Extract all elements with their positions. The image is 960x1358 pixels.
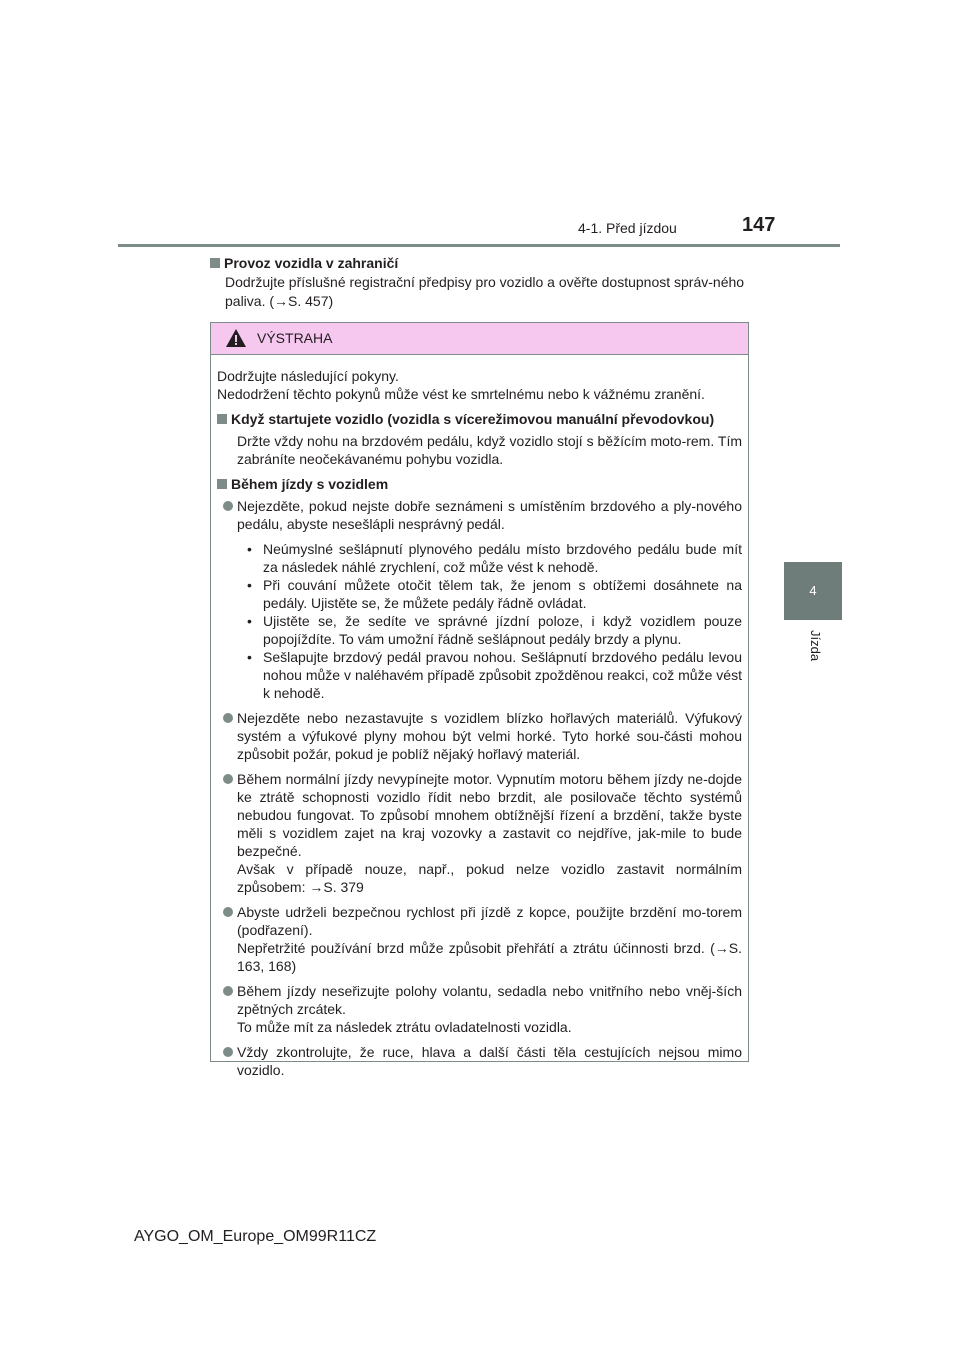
- list-item-text-extra: Avšak v případě nouze, např., pokud nelze vozidlo zastavit normálním způsobem: →S. 379: [237, 861, 742, 895]
- warning-intro-line: Dodržujte následující pokyny.: [217, 368, 399, 384]
- document-id-footer: AYGO_OM_Europe_OM99R11CZ: [134, 1228, 377, 1245]
- intro-heading: Provoz vozidla v zahraničí: [224, 255, 399, 271]
- warning-title: VÝSTRAHA: [257, 330, 333, 346]
- chapter-tab: 4: [784, 562, 842, 620]
- section-heading-text: Během jízdy s vozidlem: [231, 476, 389, 492]
- list-item: [217, 982, 742, 1036]
- section-heading: [217, 475, 742, 493]
- header-section-title: 4-1. Před jízdou: [578, 220, 677, 236]
- sub-list-item: • Ujistěte se, že sedíte ve správné jízdní poloze, i když vozidlem pouze popojíždíte. To vám umožní řádně sešlápnout pedály brzdy a plynu.: [247, 613, 742, 647]
- sub-list-item: • Neúmyslné sešlápnutí plynového pedálu místo brzdového pedálu bude mít za následek náhlé zrychlení, což může vést k nehodě.: [247, 541, 742, 575]
- intro-heading-row: [210, 254, 750, 273]
- section-heading-text: Když startujete vozidlo (vozidla s vícerežimovou manuální převodovkou): [231, 411, 715, 427]
- list-item-text: Nejezděte, pokud nejste dobře seznámeni s umístěním brzdového a ply-nového pedálu, abyste nesešlápli nesprávný pedál.: [237, 498, 742, 532]
- sub-list-item: • Sešlapujte brzdový pedál pravou nohou. Sešlápnutí brzdového pedálu levou nohou může v naléhavém případě způsobit zpožděnou reakci, což může vést k nehodě.: [247, 649, 742, 701]
- list-item-text: Vždy zkontrolujte, že ruce, hlava a další části těla cestujících nejsou mimo vozidlo.: [237, 1044, 742, 1078]
- sub-list-item-text: Ujistěte se, že sedíte ve správné jízdní poloze, i když vozidlem pouze popojíždíte. To vám umožní řádně sešlápnout pedály brzdy a plynu.: [263, 613, 742, 647]
- square-bullet-icon: [210, 258, 220, 268]
- round-bullet-icon: [223, 986, 233, 996]
- round-bullet-icon: [223, 713, 233, 723]
- sub-list-item: • Při couvání můžete otočit tělem tak, že jenom s obtížemi dosáhnete na pedály. Ujistěte se, že můžete pedály řádně ovládat.: [247, 577, 742, 611]
- list-item-text-group: [237, 982, 742, 1036]
- warning-box: [210, 322, 749, 1078]
- round-bullet-icon: [223, 907, 233, 917]
- sub-list-item-text: Neúmyslné sešlápnutí plynového pedálu místo brzdového pedálu bude mít za následek náhlé zrychlení, což může vést k nehodě.: [263, 541, 742, 575]
- warning-body: [211, 355, 748, 1079]
- section-heading: [217, 410, 742, 428]
- intro-section: [210, 254, 750, 311]
- list-item-text-extra: Nepřetržité používání brzd může způsobit přehřátí a ztrátu účinnosti brzd. (→S. 163, 168): [237, 940, 742, 974]
- list-item-text-extra: To může mít za následek ztrátu ovladatelnosti vozidla.: [237, 1019, 572, 1035]
- sub-list: [217, 540, 742, 702]
- list-item: [217, 1043, 742, 1079]
- list-item-text: Během normální jízdy nevypínejte motor. Vypnutím motoru během jízdy ne-dojde ke ztrátě schopnosti vozidlo řídit nebo brzdit, ale posilovače těchto systémů nebudou fungovat. To způsobí mnohem obtížnější řízení a brzdění, takže byste měli s vozidlem zajet na kraj vozovky a zastavit co nejdříve, jak-mile to bude bezpečné.: [237, 771, 742, 859]
- list-item: [217, 709, 742, 763]
- chapter-tab-label: Jízda: [808, 630, 823, 662]
- list-item: [217, 770, 742, 896]
- warning-header: [211, 323, 748, 355]
- page-number: 147: [742, 214, 776, 236]
- section-text: Držte vždy nohu na brzdovém pedálu, když vozidlo stojí s běžícím moto-rem. Tím zabráníte neočekávanému pohybu vozidla.: [237, 433, 742, 467]
- list-item: [217, 497, 742, 533]
- round-bullet-icon: [223, 1047, 233, 1057]
- header-divider: [118, 244, 840, 247]
- list-item: [217, 903, 742, 975]
- list-item-text-group: [237, 903, 742, 975]
- list-item-text: Nejezděte nebo nezastavujte s vozidlem blízko hořlavých materiálů. Výfukový systém a výfukové plyny mohou být velmi horké. Tyto horké sou-části mohou způsobit požár, pokud je poblíž nějaký hořlavý materiál.: [237, 710, 742, 762]
- warning-intro: [217, 367, 742, 403]
- sub-list-item-text: Při couvání můžete otočit tělem tak, že jenom s obtížemi dosáhnete na pedály. Ujistěte se, že můžete pedály řádně ovládat.: [263, 577, 742, 611]
- warning-triangle-icon: [225, 328, 247, 348]
- list-item-text-group: [237, 770, 742, 896]
- round-bullet-icon: [223, 501, 233, 511]
- list-item-text: Během jízdy neseřizujte polohy volantu, sedadla nebo vnitřního nebo vněj-ších zpětných zrcátek.: [237, 983, 742, 1017]
- square-bullet-icon: [217, 479, 227, 489]
- round-bullet-icon: [223, 774, 233, 784]
- list-item-text: Abyste udrželi bezpečnou rychlost při jízdě z kopce, použijte brzdění mo-torem (podřazení).: [237, 904, 742, 938]
- sub-list-item-text: Sešlapujte brzdový pedál pravou nohou. Sešlápnutí brzdového pedálu levou nohou může v naléhavém případě způsobit zpožděnou reakci, což může vést k nehodě.: [263, 649, 742, 701]
- warning-intro-line: Nedodržení těchto pokynů může vést ke smrtelnému nebo k vážnému zranění.: [217, 386, 705, 402]
- intro-text: Dodržujte příslušné registrační předpisy pro vozidlo a ověřte dostupnost správ-ného paliva. (→S. 457): [225, 274, 745, 309]
- square-bullet-icon: [217, 414, 227, 424]
